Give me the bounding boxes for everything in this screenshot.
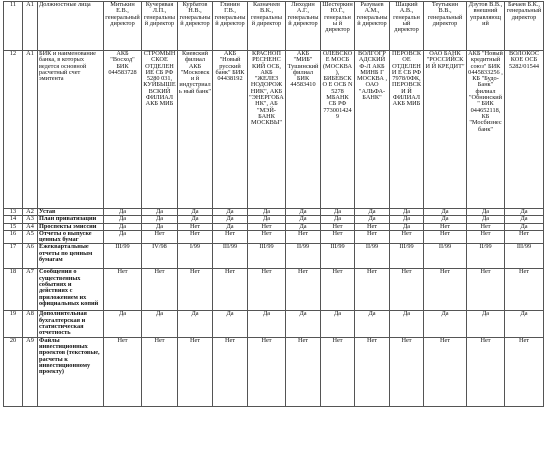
table-row xyxy=(4,51,544,209)
value-cell: Нет xyxy=(248,230,286,244)
value-cell: Нет xyxy=(213,337,248,406)
value-cell: АКБ "Новый русский банк" БИК 04438192 xyxy=(213,51,248,209)
header-row xyxy=(4,2,544,51)
value-cell: Да xyxy=(286,311,321,337)
value-cell: Да xyxy=(213,209,248,216)
value-cell: Да xyxy=(424,216,467,223)
row-code-cell: А1 xyxy=(23,51,38,209)
value-cell: СТРОМЫН СКОЕ ОТДЕЛЕН ИЕ СБ РФ 5280 031, КУЙБЫШЕ ВСКИЙ ФИЛИАЛ АКБ МИБ xyxy=(142,51,178,209)
person-header-cell: Лиходин А.Г., генеральны й директор xyxy=(286,2,321,51)
value-cell: Нет xyxy=(178,223,213,230)
value-cell: III/99 xyxy=(104,244,142,269)
value-cell: ВОЛГОГР АДСКИЙ Ф-Л АКБ МИНБ Г МОСКВА , ОАО "АЛЬФА- БАНК" xyxy=(355,51,390,209)
value-cell: КРАСНОП РЕСНЕНС КИЙ ОСБ, АКБ "ЖЕЛЕЗ НОДОРОЖ НИК", АКБ "ЭНЕРГОБА НК", АБ "МЭЙ-БАНК МОСКВЫ" xyxy=(248,51,286,209)
value-cell: Да xyxy=(467,209,505,216)
value-cell: Нет xyxy=(505,337,544,406)
value-cell: Да xyxy=(178,209,213,216)
row-code-cell: А8 xyxy=(23,311,38,337)
value-cell: Да xyxy=(390,311,424,337)
person-header-cell: Теутыкин В.В., генеральный директор xyxy=(424,2,467,51)
row-label-cell: Сообщения о существенных событиях и действиях с приложением их официальных копий xyxy=(38,269,104,311)
value-cell: Нет xyxy=(213,269,248,311)
value-cell: Да xyxy=(142,223,178,230)
row-label-cell: Устав xyxy=(38,209,104,216)
value-cell: Нет xyxy=(142,337,178,406)
row-number-cell: 12 xyxy=(4,51,23,209)
value-cell: Нет xyxy=(390,337,424,406)
value-cell: Да xyxy=(213,311,248,337)
value-cell: Нет xyxy=(355,223,390,230)
value-cell: Да xyxy=(104,223,142,230)
row-code-cell: А6 xyxy=(23,244,38,269)
value-cell: Нет xyxy=(142,230,178,244)
value-cell: III/99 xyxy=(321,244,355,269)
data-table xyxy=(3,1,544,407)
value-cell: Нет xyxy=(424,230,467,244)
value-cell: Да xyxy=(104,209,142,216)
value-cell: Нет xyxy=(355,337,390,406)
table-row xyxy=(4,216,544,223)
value-cell: Нет xyxy=(321,269,355,311)
value-cell: Да xyxy=(424,311,467,337)
row-code-cell: А7 xyxy=(23,269,38,311)
person-header-cell: Митькин Е.В., генеральный директор xyxy=(104,2,142,51)
row-label-cell: Должностные лица xyxy=(38,2,104,51)
value-cell: Да xyxy=(142,209,178,216)
value-cell: Да xyxy=(286,216,321,223)
person-header-cell: Шацкий А.В., генеральный директор xyxy=(390,2,424,51)
value-cell: Нет xyxy=(355,230,390,244)
row-code-cell: А4 xyxy=(23,223,38,230)
value-cell: Нет xyxy=(424,269,467,311)
value-cell: Да xyxy=(104,216,142,223)
value-cell: Нет xyxy=(390,230,424,244)
value-cell: Нет xyxy=(286,269,321,311)
value-cell: Да xyxy=(142,216,178,223)
row-number-cell: 16 xyxy=(4,230,23,244)
value-cell: Да xyxy=(213,216,248,223)
value-cell: III/99 xyxy=(505,244,544,269)
value-cell: Нет xyxy=(321,230,355,244)
row-label-cell: БИК и наименование банка, в которых ведется основной расчетный счет эмитента xyxy=(38,51,104,209)
value-cell: II/99 xyxy=(355,244,390,269)
value-cell: Нет xyxy=(286,337,321,406)
row-number-cell: 19 xyxy=(4,311,23,337)
value-cell: Да xyxy=(248,311,286,337)
value-cell: Да xyxy=(321,216,355,223)
value-cell: Да xyxy=(104,230,142,244)
table-row xyxy=(4,269,544,311)
value-cell: II/99 xyxy=(424,244,467,269)
row-number-cell: 13 xyxy=(4,209,23,216)
value-cell: ОЛЕВСКО Е МОСБ (МОСКВА), БИБЕВСКО Е ОСБ N 5278 МБАНК СБ РФ 7730014249 xyxy=(321,51,355,209)
value-cell: Нет xyxy=(467,269,505,311)
value-cell: ПЕРОВСКОЕ ОТДЕЛЕНИ Е СБ РФ 7978/0ФК, ПЕРОВСКИ Й ФИЛИАЛ АКБ МИБ xyxy=(390,51,424,209)
value-cell: Нет xyxy=(390,269,424,311)
value-cell: Да xyxy=(355,209,390,216)
person-header-cell: Разуваев А.М., генеральны й директор xyxy=(355,2,390,51)
row-number-cell: 18 xyxy=(4,269,23,311)
row-number-cell: 20 xyxy=(4,337,23,406)
value-cell: Да xyxy=(286,223,321,230)
row-label-cell: Отчеты о выпуске ценных бумаг xyxy=(38,230,104,244)
value-cell: ОАО БАНК "РОССИЙСКИ Й КРЕДИТ" xyxy=(424,51,467,209)
value-cell: Да xyxy=(390,223,424,230)
value-cell: Да xyxy=(505,216,544,223)
row-number-cell: 17 xyxy=(4,244,23,269)
value-cell: Да xyxy=(321,311,355,337)
row-label-cell: Проспекты эмиссии xyxy=(38,223,104,230)
value-cell: Нет xyxy=(505,230,544,244)
value-cell: Да xyxy=(213,223,248,230)
value-cell: Нет xyxy=(178,269,213,311)
value-cell: I/99 xyxy=(178,244,213,269)
value-cell: III/99 xyxy=(248,244,286,269)
value-cell: АКБ "Новый кредитный союз" БИК 0445833256 , КБ "Будо- Банк" филиал "Обнинский" БИК 044652118, КБ "Мосбизнес банк" xyxy=(467,51,505,209)
value-cell: Да xyxy=(104,311,142,337)
row-number-cell: 15 xyxy=(4,223,23,230)
row-code-cell: А5 xyxy=(23,230,38,244)
value-cell: III/99 xyxy=(390,244,424,269)
value-cell: Нет xyxy=(467,337,505,406)
row-code-cell: А3 xyxy=(23,216,38,223)
person-header-cell: Кучерявая Л.П., генеральны й директор xyxy=(142,2,178,51)
value-cell: АКБ "Восход" БИК 044583728 xyxy=(104,51,142,209)
value-cell: Нет xyxy=(424,337,467,406)
row-label-cell: Дополнительная бухгалтерская и статистическая отчетность xyxy=(38,311,104,337)
value-cell: Нет xyxy=(213,230,248,244)
value-cell: Да xyxy=(505,209,544,216)
value-cell: Нет xyxy=(248,269,286,311)
value-cell: II/99 xyxy=(467,244,505,269)
value-cell: III/99 xyxy=(213,244,248,269)
person-header-cell: Бачаев Б.К., генеральный директор xyxy=(505,2,544,51)
value-cell: Нет xyxy=(286,230,321,244)
value-cell: Нет xyxy=(321,337,355,406)
value-cell: Нет xyxy=(355,269,390,311)
row-label-cell: Файлы инвестиционных проектов (текстовые, расчеты к инвестиционному проекту) xyxy=(38,337,104,406)
person-header-cell: Казначеев В.К., генеральны й директор xyxy=(248,2,286,51)
value-cell: Да xyxy=(248,209,286,216)
table-row xyxy=(4,311,544,337)
value-cell: Да xyxy=(467,216,505,223)
value-cell: Да xyxy=(505,223,544,230)
person-header-cell: Шестеркин Ю.Г., генеральны й директор xyxy=(321,2,355,51)
value-cell: Нет xyxy=(104,337,142,406)
value-cell: Да xyxy=(355,311,390,337)
row-number-cell: 14 xyxy=(4,216,23,223)
value-cell: Да xyxy=(286,209,321,216)
row-code-cell: A1 xyxy=(23,2,38,51)
value-cell: Да xyxy=(505,311,544,337)
row-number-cell: 11 xyxy=(4,2,23,51)
value-cell: Нет xyxy=(178,337,213,406)
row-label-cell: Ежеквартальные отчеты по ценным бумагам xyxy=(38,244,104,269)
table-body xyxy=(4,2,544,407)
value-cell: Да xyxy=(390,209,424,216)
value-cell: Нет xyxy=(467,230,505,244)
value-cell: Да xyxy=(142,311,178,337)
value-cell: Да xyxy=(248,216,286,223)
row-code-cell: А2 xyxy=(23,209,38,216)
table-row xyxy=(4,244,544,269)
value-cell: Нет xyxy=(142,269,178,311)
value-cell: IV/98 xyxy=(142,244,178,269)
row-code-cell: А9 xyxy=(23,337,38,406)
person-header-cell: Курбатов Н.В., генеральны й директор xyxy=(178,2,213,51)
value-cell: Да xyxy=(424,209,467,216)
person-header-cell: Глинин Г.В., генеральны й директор xyxy=(213,2,248,51)
value-cell: Да xyxy=(355,216,390,223)
table-row xyxy=(4,230,544,244)
value-cell: Да xyxy=(390,216,424,223)
row-label-cell: План приватизации xyxy=(38,216,104,223)
value-cell: Нет xyxy=(248,223,286,230)
value-cell: Нет xyxy=(424,223,467,230)
value-cell: II/99 xyxy=(286,244,321,269)
value-cell: Да xyxy=(178,216,213,223)
value-cell: ВОЛОКОС КОЕ ОСБ 5282/01544 xyxy=(505,51,544,209)
value-cell: АКБ "МИБ" Тушинский филиал БИК 44583410 xyxy=(286,51,321,209)
value-cell: Да xyxy=(467,311,505,337)
value-cell: Нет xyxy=(178,230,213,244)
value-cell: Нет xyxy=(321,223,355,230)
table-row xyxy=(4,337,544,406)
value-cell: Да xyxy=(178,311,213,337)
value-cell: Нет xyxy=(467,223,505,230)
value-cell: Нет xyxy=(104,269,142,311)
person-header-cell: Дзутов В.В., внешний управляющ ий xyxy=(467,2,505,51)
value-cell: Нет xyxy=(248,337,286,406)
value-cell: Да xyxy=(321,209,355,216)
value-cell: Киевский филиал АКБ "Московски й индустриаль ный банк" xyxy=(178,51,213,209)
value-cell: Нет xyxy=(505,269,544,311)
